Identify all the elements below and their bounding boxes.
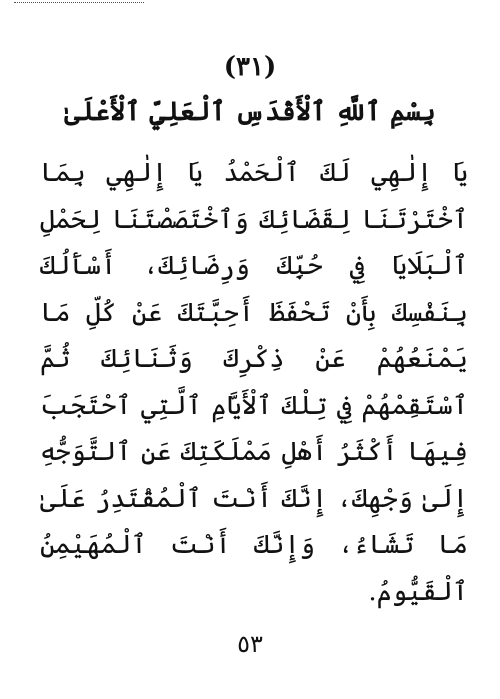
prayer-line: ٱلتَّوَجُّهِ إِلَىٰ وَجْهِكَ، إِنَّكَ أَنْتَ ٱلْمُقْتَدِرُ <box>40 437 469 514</box>
prayer-line: أَحِبَّتَكَ عَنْ كُلِّ مَا يَمْنَعُهُمْ عَنْ ذِكْرِكَ <box>40 297 468 374</box>
prayer-line: حُبِّكَ وَرِضَائِكَ، أَسْأَلُكَ بِنَفْسِكَ بِأَنْ تَحْفَظَ <box>40 251 469 328</box>
invocation-heading: بِسْمِ ٱللَّهِ ٱلْأَقْدَسِ ٱلْعَلِيِّ ٱلْأَعْلَىٰ <box>64 97 436 127</box>
prayer-line: ٱحْتَجَبَ فِيهَا أَكْثَرُ أَهْلِ مَمْلَكَتِكَ عَنِ <box>40 390 469 467</box>
prayer-line: يَا إِلٰهِي لَكَ ٱلْحَمْدُ يَا إِلٰهِي بِمَا ٱخْتَرْتَنَا <box>40 158 469 235</box>
chapter-number: (٣١) <box>223 52 277 82</box>
top-edge-rule <box>14 2 144 3</box>
prayer-line: وَثَنَائِكَ ثُمَّ ٱسْتَقِمْهُمْ فِي تِلْكَ ٱلْأَيَّامِ ٱلَّتِي <box>40 344 469 421</box>
page-number: ٥٣ <box>237 630 263 658</box>
prayer-line: لِقَضَائِكَ وَٱخْتَصَصْتَنَا لِحَمْلِ ٱلْبَلَايَا فِي <box>40 204 469 281</box>
prayer-line: عَلَىٰ مَا تَشَاءُ، وَإِنَّكَ أَنْتَ ٱلْمُهَيْمِنُ ٱلْقَيُّومُ. <box>40 483 468 607</box>
prayer-text <box>40 150 468 615</box>
